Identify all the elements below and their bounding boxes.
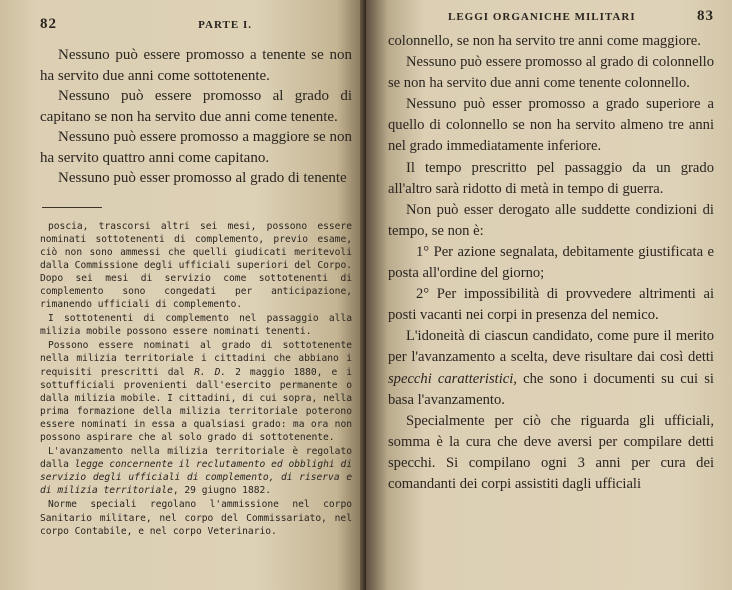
body-text: L'idoneità di ciascun candidato, come pure il merito per l'avanzamento a scelta, deve risultare dai così detti: [388, 328, 714, 366]
right-page-number: 83: [697, 8, 714, 24]
right-page-header: [388, 8, 714, 25]
footnote-text: L'avanzamento nella milizia territoriale è regolato dalla: [40, 446, 352, 471]
left-running-title: PARTE I.: [198, 19, 252, 31]
footnote-paragraph: [40, 498, 352, 537]
body-paragraph: [388, 200, 714, 242]
body-paragraph: [388, 158, 714, 200]
body-paragraph: [388, 31, 714, 52]
body-italic-term: specchi caratteristici: [388, 370, 514, 387]
footnote-text: 2 maggio 1880, e i sottufficiali provenienti dall'esercito permanente o dalla milizia mobile. I cittadini, di cui sopra, nella prima formazione della milizia territoriale poterono essere nominati in essa a qualsiasi grado: ma ora non possono aspirare che al solo grado di sottotenente.: [40, 366, 352, 443]
left-body: [40, 45, 352, 189]
footnote-divider: [42, 207, 102, 208]
left-footnotes: [40, 220, 352, 538]
right-running-title: LEGGI ORGANICHE MILITARI: [448, 11, 636, 23]
footnote-text: poscia, trascorsi altri sei mesi, possono essere nominati sottotenenti di complemento, previo esame, ciò non sono ammessi che quelli giudicati meritevoli dalla Commissione degli ufficiali superiori del Corpo. Dopo sei mesi di servizio come sottotenenti di complemento sono congedati per anticipazione, rimanendo ufficiali di complemento.: [40, 220, 352, 311]
left-page-header: [40, 16, 352, 33]
footnote-citation: R. D.: [194, 366, 227, 378]
body-text: Il tempo prescritto pel passaggio da un grado all'altro sarà ridotto di metà in tempo di guerra.: [388, 159, 714, 197]
body-paragraph: Nessuno può essere promosso al grado di capitano se non ha servito due anni come tenente.: [40, 88, 352, 125]
body-text: Non può esser derogato alle suddette condizioni di tempo, se non è:: [388, 201, 714, 239]
body-paragraph: [388, 94, 714, 157]
footnote-paragraph: [40, 339, 352, 444]
body-paragraph: Nessuno può essere promosso a tenente se non ha servito due anni come sottotenente.: [40, 47, 352, 84]
footnote-text: , 29 giugno 1882.: [172, 485, 272, 497]
footnote-text: Norme speciali regolano l'ammissione nel corpo Sanitario militare, nel corpo del Commissariato, nel corpo Contabile, e nel corpo Veterinario.: [40, 499, 352, 537]
body-text: Nessuno può esser promosso a grado superiore a quello di colonnello se non ha servito almeno tre anni nel grado immediatamente inferiore.: [388, 96, 714, 155]
right-page: [366, 0, 732, 590]
body-paragraph: [388, 411, 714, 495]
body-paragraph: [388, 52, 714, 94]
body-text: Specialmente per ciò che riguarda gli ufficiali, somma è la cura che deve aversi per compilare detti specchi. Si compilano ogni 3 anni per cura dei comandanti dei corpi assistiti dagli ufficiali: [388, 412, 714, 492]
footnote-text: I sottotenenti di complemento nel passaggio alla milizia mobile possono essere nominati tenenti.: [40, 313, 352, 338]
body-text: Nessuno può essere promosso al grado di colonnello se non ha servito due anni come tenente colonnello.: [388, 54, 714, 92]
body-text: colonnello, se non ha servito tre anni come maggiore.: [388, 33, 701, 49]
body-paragraph: Nessuno può esser promosso al grado di tenente: [58, 170, 347, 186]
body-paragraph: Nessuno può essere promosso a maggiore se non ha servito quattro anni come capitano.: [40, 129, 352, 166]
body-text: , che sono i documenti su cui si basa l'avanzamento.: [388, 370, 714, 408]
list-item: 2° Per impossibilità di provvedere altrimenti ai posti vacanti nei corpi in presenza del nemico.: [388, 286, 714, 324]
list-item: 1° Per azione segnalata, debitamente giustificata e posta all'ordine del giorno;: [388, 243, 714, 282]
exception-list: [388, 242, 714, 326]
left-page-number: 82: [40, 16, 57, 32]
right-body-continued: [388, 326, 714, 495]
right-body: [388, 31, 714, 242]
footnote-paragraph: [40, 445, 352, 497]
body-paragraph: [388, 326, 714, 410]
footnote-text: Possono essere nominati al grado di sottotenente nella milizia territoriale i cittadini che abbiano i requisiti prescritti dal: [40, 340, 352, 378]
footnote-paragraph: [40, 220, 352, 312]
footnote-law-title: legge concernente il reclutamento ed obblighi di servizio degli ufficiali di complemento, di riserva e di milizia territoriale: [40, 459, 352, 497]
footnote-paragraph: [40, 312, 352, 338]
